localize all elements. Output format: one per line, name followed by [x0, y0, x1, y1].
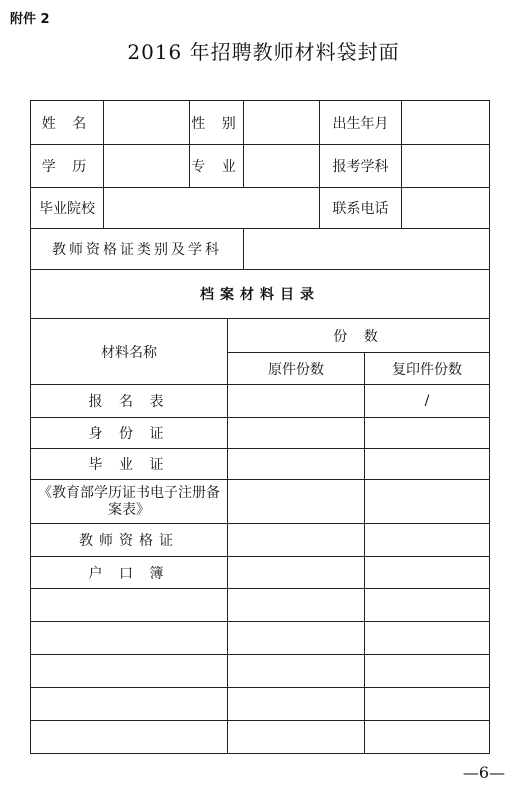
material-name-cell: [30, 621, 228, 655]
value-birth[interactable]: [401, 100, 490, 145]
material-name-cell: [30, 588, 228, 622]
copy-count-cell[interactable]: [364, 479, 490, 524]
label-school: 毕业院校: [30, 187, 104, 229]
value-cert[interactable]: [243, 228, 490, 270]
value-gender[interactable]: [243, 100, 320, 145]
header-copies: 份 数: [227, 318, 490, 353]
material-name-cell: 《教育部学历证书电子注册备案表》: [30, 479, 228, 524]
original-count-cell[interactable]: [227, 479, 365, 524]
material-name-cell: 身 份 证: [30, 417, 228, 449]
label-phone: 联系电话: [319, 187, 402, 229]
copy-count-cell[interactable]: [364, 654, 490, 688]
original-count-cell[interactable]: [227, 384, 365, 418]
header-copy: 复印件份数: [364, 352, 490, 385]
material-name-cell: 户 口 簿: [30, 556, 228, 589]
material-name-cell: 教师资格证: [30, 523, 228, 557]
copy-count-cell[interactable]: [364, 588, 490, 622]
original-count-cell[interactable]: [227, 588, 365, 622]
header-material-name: 材料名称: [30, 318, 228, 385]
value-major[interactable]: [243, 144, 320, 188]
header-original: 原件份数: [227, 352, 365, 385]
material-name-cell: 毕 业 证: [30, 448, 228, 480]
label-major: 专 业: [189, 144, 244, 188]
material-name-cell: [30, 720, 228, 754]
original-count-cell[interactable]: [227, 448, 365, 480]
copy-count-cell[interactable]: [364, 556, 490, 589]
copy-count-cell[interactable]: [364, 448, 490, 480]
copy-count-cell[interactable]: [364, 523, 490, 557]
label-gender: 性 别: [189, 100, 244, 145]
page-title: 2016 年招聘教师材料袋封面: [127, 40, 400, 64]
original-count-cell[interactable]: [227, 621, 365, 655]
label-education: 学 历: [30, 144, 104, 188]
copy-count-cell[interactable]: /: [364, 384, 490, 418]
material-name-cell: 报 名 表: [30, 384, 228, 418]
original-count-cell[interactable]: [227, 523, 365, 557]
catalog-title: 档案材料目录: [30, 269, 490, 319]
value-school[interactable]: [103, 187, 320, 229]
value-education[interactable]: [103, 144, 190, 188]
label-subject: 报考学科: [319, 144, 402, 188]
original-count-cell[interactable]: [227, 654, 365, 688]
copy-count-cell[interactable]: [364, 687, 490, 721]
label-cert: 教师资格证类别及学科: [30, 228, 244, 270]
original-count-cell[interactable]: [227, 556, 365, 589]
page-number: —6—: [462, 763, 505, 782]
label-birth: 出生年月: [319, 100, 402, 145]
value-subject[interactable]: [401, 144, 490, 188]
copy-count-cell[interactable]: [364, 417, 490, 449]
value-name[interactable]: [103, 100, 190, 145]
original-count-cell[interactable]: [227, 687, 365, 721]
material-name-cell: [30, 687, 228, 721]
copy-count-cell[interactable]: [364, 621, 490, 655]
original-count-cell[interactable]: [227, 417, 365, 449]
material-name-cell: [30, 654, 228, 688]
value-phone[interactable]: [401, 187, 490, 229]
original-count-cell[interactable]: [227, 720, 365, 754]
label-name: 姓 名: [30, 100, 104, 145]
copy-count-cell[interactable]: [364, 720, 490, 754]
attachment-label: 附件 2: [10, 12, 50, 27]
